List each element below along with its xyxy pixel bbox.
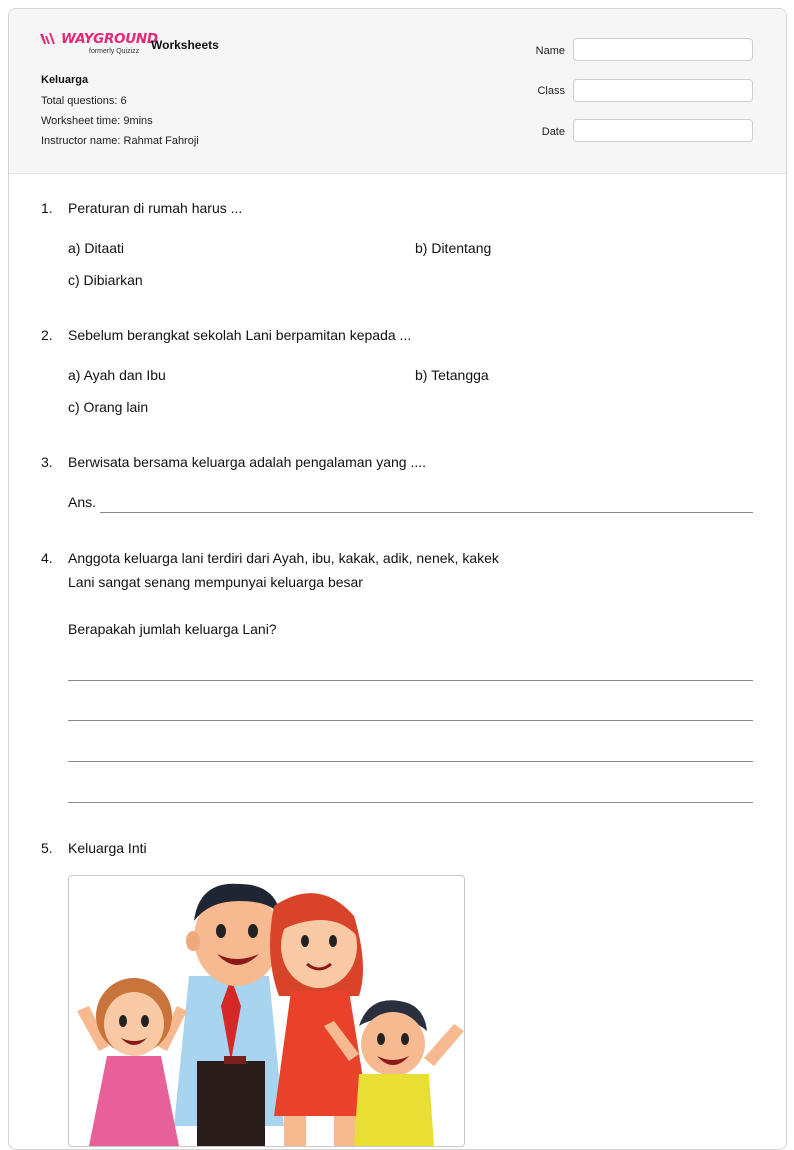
answer-line[interactable] <box>68 680 753 681</box>
instructor-name: Instructor name: Rahmat Fahroji <box>41 135 199 147</box>
worksheet-title: Keluarga <box>41 74 89 86</box>
logo-wordmark: WAYGROUND <box>61 31 158 47</box>
logo-subtext: formerly Quizizz <box>89 48 140 55</box>
class-label: Class <box>537 85 565 97</box>
daughter-figure <box>77 978 187 1146</box>
option-b[interactable]: b) Tetangga <box>415 367 489 383</box>
question-text: Berwisata bersama keluarga adalah pengalaman yang .... <box>68 454 426 470</box>
question-text-line-2: Lani sangat senang mempunyai keluarga besar <box>68 574 363 590</box>
worksheet-page <box>8 8 787 1150</box>
question-text-line-1: Anggota keluarga lani terdiri dari Ayah, ibu, kakak, adik, nenek, kakek <box>68 550 499 566</box>
answer-line[interactable] <box>68 720 753 721</box>
family-illustration-image <box>69 876 464 1146</box>
option-c[interactable]: c) Orang lain <box>68 399 149 415</box>
option-c[interactable]: c) Dibiarkan <box>68 272 143 288</box>
date-label: Date <box>541 126 565 138</box>
logo-mark-icon <box>40 33 60 45</box>
question-number: 2. <box>41 327 53 343</box>
answer-label: Ans. <box>68 494 97 510</box>
date-field[interactable] <box>573 119 753 142</box>
answer-line[interactable] <box>68 761 753 762</box>
question-text: Keluarga Inti <box>68 840 147 856</box>
name-field[interactable] <box>573 38 753 61</box>
worksheet-header <box>9 9 786 174</box>
father-figure <box>174 884 288 1146</box>
name-label: Name <box>535 45 565 57</box>
question-number: 5. <box>41 840 53 856</box>
question-text: Sebelum berangkat sekolah Lani berpamitan kepada ... <box>68 327 412 343</box>
question-text-line-3: Berapakah jumlah keluarga Lani? <box>68 621 277 637</box>
mother-figure <box>270 893 369 1146</box>
total-questions: Total questions: 6 <box>41 95 127 107</box>
option-a[interactable]: a) Ayah dan Ibu <box>68 367 166 383</box>
option-a[interactable]: a) Ditaati <box>68 240 125 256</box>
question-number: 4. <box>41 550 53 566</box>
answer-line[interactable] <box>68 802 753 803</box>
product-name: Worksheets <box>151 38 219 52</box>
class-field[interactable] <box>573 79 753 102</box>
brand-logo <box>40 31 158 61</box>
answer-line[interactable] <box>100 512 753 513</box>
question-text: Peraturan di rumah harus ... <box>68 200 243 216</box>
worksheet-time: Worksheet time: 9mins <box>41 115 153 127</box>
question-number: 3. <box>41 454 53 470</box>
family-illustration <box>68 875 465 1147</box>
option-b[interactable]: b) Ditentang <box>415 240 492 256</box>
question-number: 1. <box>41 200 53 216</box>
